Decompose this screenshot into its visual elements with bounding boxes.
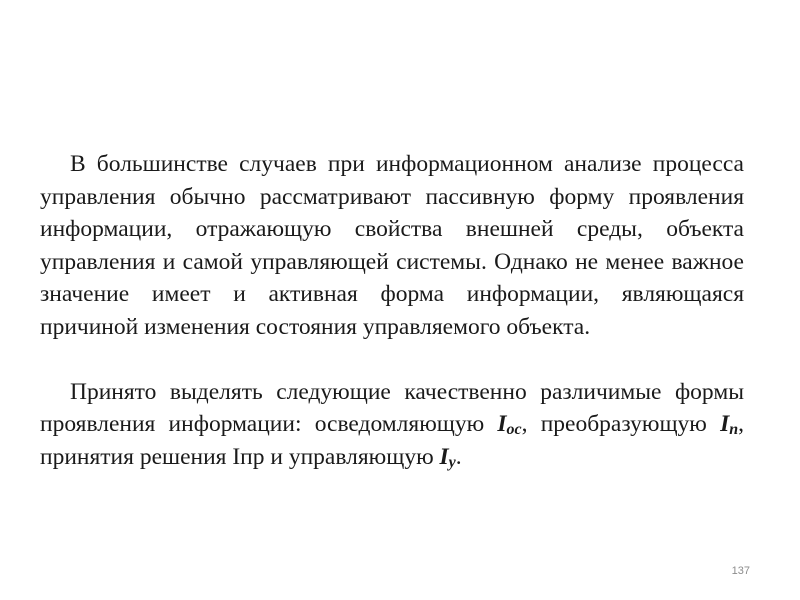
paragraph-1 bbox=[40, 148, 744, 343]
paragraph-2-text-c: , принятия решения Iпр и управляющую bbox=[40, 411, 744, 470]
paragraph-2-text-a: Принято выделять следующие качественно различимые формы проявления информации: осведомляющую bbox=[40, 378, 744, 437]
symbol-i-u: $I_у$ bbox=[439, 443, 456, 471]
paragraph-2-text-b: , преобразующую bbox=[521, 411, 707, 437]
slide-body bbox=[40, 148, 744, 473]
paragraph-2-end: . bbox=[455, 443, 462, 470]
page-number: 137 bbox=[731, 565, 750, 577]
symbol-i-p: $I_п$ bbox=[720, 411, 739, 438]
symbol-i-os: $I_{ос}$ bbox=[497, 411, 522, 438]
paragraph-1-text: В большинстве случаев при информационном анализе процесса управления обычно рассматривают пассивную форму проявления информации, отражающую свойства внешней среды, объекта управления и самой управляющей системы. Однако не менее важное значение имеет и активная форма информации, являющаяся причиной изменения состояния управляемого объекта. bbox=[40, 151, 744, 340]
paragraph-2 bbox=[40, 376, 744, 474]
